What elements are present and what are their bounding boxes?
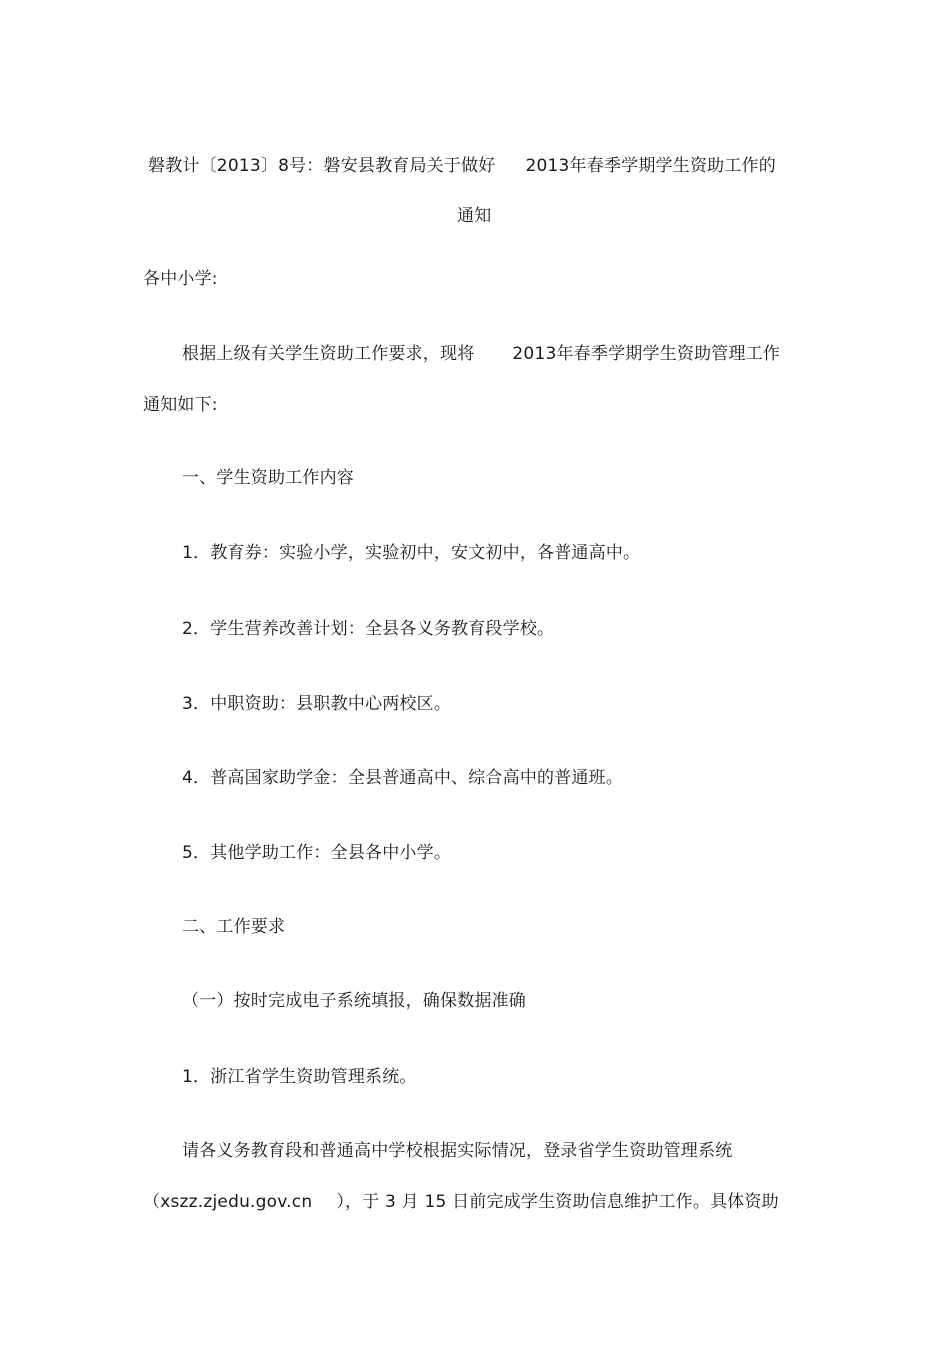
intro-part-2: 2013年春季学期学生资助管理工作 bbox=[512, 344, 781, 364]
paragraph-line-2 bbox=[143, 1190, 779, 1214]
intro-line-2: 通知如下: bbox=[143, 395, 218, 415]
list-item: 1．教育券：实验小学，实验初中，安文初中，各普通高中。 bbox=[182, 543, 641, 563]
section1-heading: 一、学生资助工作内容 bbox=[182, 468, 354, 488]
list-item: 5．其他学助工作：全县各中小学。 bbox=[182, 843, 452, 863]
list-item: 2．学生营养改善计划：全县各义务教育段学校。 bbox=[182, 619, 555, 639]
paragraph-line-2-rest: ），于 3 月 15 日前完成学生资助信息维护工作。具体资助 bbox=[336, 1192, 779, 1212]
subsection1-heading: （一）按时完成电子系统填报，确保数据准确 bbox=[182, 991, 526, 1011]
list-item: 4．普高国家助学金：全县普通高中、综合高中的普通班。 bbox=[182, 768, 624, 788]
title-line-1 bbox=[148, 154, 776, 178]
intro-part-1: 根据上级有关学生资助工作要求，现将 bbox=[182, 344, 475, 364]
title-part-3: 通知 bbox=[457, 206, 492, 226]
salutation: 各中小学: bbox=[143, 269, 218, 289]
title-part-1: 磐教计〔2013〕8号：磐安县教育局关于做好 bbox=[148, 156, 496, 176]
title-line-2 bbox=[457, 204, 491, 228]
subsection1-item-1: 1．浙江省学生资助管理系统。 bbox=[182, 1067, 417, 1087]
paragraph-url: （xszz.zjedu.gov.cn bbox=[143, 1192, 313, 1212]
list-item: 3．中职资助：县职教中心两校区。 bbox=[182, 694, 452, 714]
paragraph-line-1: 请各义务教育段和普通高中学校根据实际情况，登录省学生资助管理系统 bbox=[182, 1141, 733, 1161]
intro-line-1 bbox=[182, 342, 780, 366]
section2-heading: 二、工作要求 bbox=[182, 917, 286, 937]
title-part-2: 2013年春季学期学生资助工作的 bbox=[525, 156, 776, 176]
